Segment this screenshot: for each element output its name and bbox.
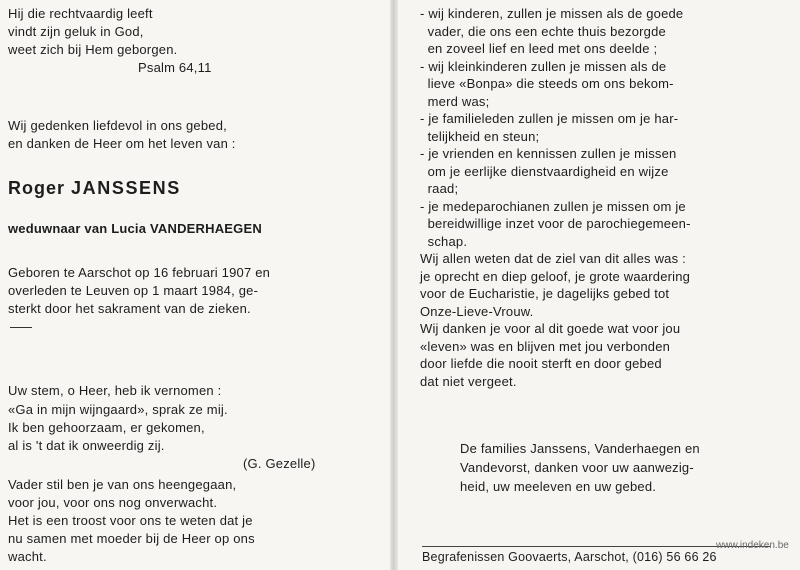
closing-line: nu samen met moeder bij de Heer op ons [8,531,255,546]
closing-line: Het is een troost voor ons te weten dat je [8,513,253,528]
thanks-line: heid, uw meeleven en uw gebed. [460,479,657,494]
body-line: Wij allen weten dat de ziel van dit alles was : [420,251,686,266]
body-line: - wij kleinkinderen zullen je missen als de [420,58,667,74]
body-line: - wij kinderen, zullen je missen als de goede [420,6,684,21]
bio-line: overleden te Leuven op 1 maart 1984, ge- [8,283,259,298]
body-line: lieve «Bonpa» die steeds om ons bekom- [420,76,674,91]
thanks-line: De families Janssens, Vanderhaegen en [460,441,700,456]
body-line: vader, die ons een echte thuis bezorgde [420,23,666,39]
psalm-reference: Psalm 64,11 [138,60,212,75]
body-line: bereidwillige inzet voor de parochiegemeen- [420,216,691,231]
thanks-line: Vandevorst, danken voor uw aanwezig- [460,460,694,475]
body-line: om je eerlijke dienstvaardigheid en wijze [420,163,669,179]
body-line: schap. [420,233,468,249]
body-line: en zoveel lief en leed met ons deelde ; [420,41,658,56]
bio-line: Geboren te Aarschot op 16 februari 1907 en [8,265,271,280]
surname: JANSSENS [71,178,181,198]
poem-author: (G. Gezelle) [243,456,316,471]
body-line: «leven» was en blijven met jou verbonden [420,338,671,354]
watermark: www.indeken.be [716,540,789,551]
bio-line: sterkt door het sakrament van de zieken. [8,301,251,316]
body-line: dat niet vergeet. [420,373,517,389]
body-line: telijkheid en steun; [420,128,540,144]
body-line: Onze-Lieve-Vrouw. [420,303,534,319]
intro-line: Wij gedenken liefdevol in ons gebed, [8,118,227,133]
psalm-line: Hij die rechtvaardig leeft [8,6,153,21]
undertaker-line: Begrafenissen Goovaerts, Aarschot, (016) 56 66 26 [422,550,717,564]
deceased-name [8,178,181,199]
body-line: voor de Eucharistie, je dagelijks gebed tot [420,286,670,301]
body-line: - je medeparochianen zullen je missen om je [420,198,686,214]
widower-line: weduwnaar van Lucia VANDERHAEGEN [8,221,262,236]
closing-line: voor jou, voor ons nog onverwacht. [8,495,218,510]
poem-line: al is 't dat ik onweerdig zij. [8,438,165,453]
body-line: door liefde die nooit sterft en door gebed [420,356,662,371]
body-line: merd was; [420,93,490,109]
body-line: raad; [420,181,459,196]
intro-line: en danken de Heer om het leven van : [8,136,236,151]
body-line: Wij danken je voor al dit goede wat voor jou [420,321,681,336]
psalm-line: vindt zijn geluk in God, [8,24,144,39]
page-fold [390,0,398,570]
psalm-line: weet zich bij Hem geborgen. [8,42,178,57]
poem-line: Uw stem, o Heer, heb ik vernomen : [8,383,222,398]
first-name: Roger [8,178,66,198]
body-line: - je vrienden en kennissen zullen je missen [420,146,677,161]
closing-line: Vader stil ben je van ons heengegaan, [8,477,237,492]
poem-line: Ik ben gehoorzaam, er gekomen, [8,420,205,435]
separator-dash [10,327,32,328]
body-line: - je familieleden zullen je missen om je har- [420,111,679,126]
body-line: je oprecht en diep geloof, je grote waardering [420,268,691,284]
closing-line: wacht. [8,549,47,564]
poem-line: «Ga in mijn wijngaard», sprak ze mij. [8,402,228,417]
